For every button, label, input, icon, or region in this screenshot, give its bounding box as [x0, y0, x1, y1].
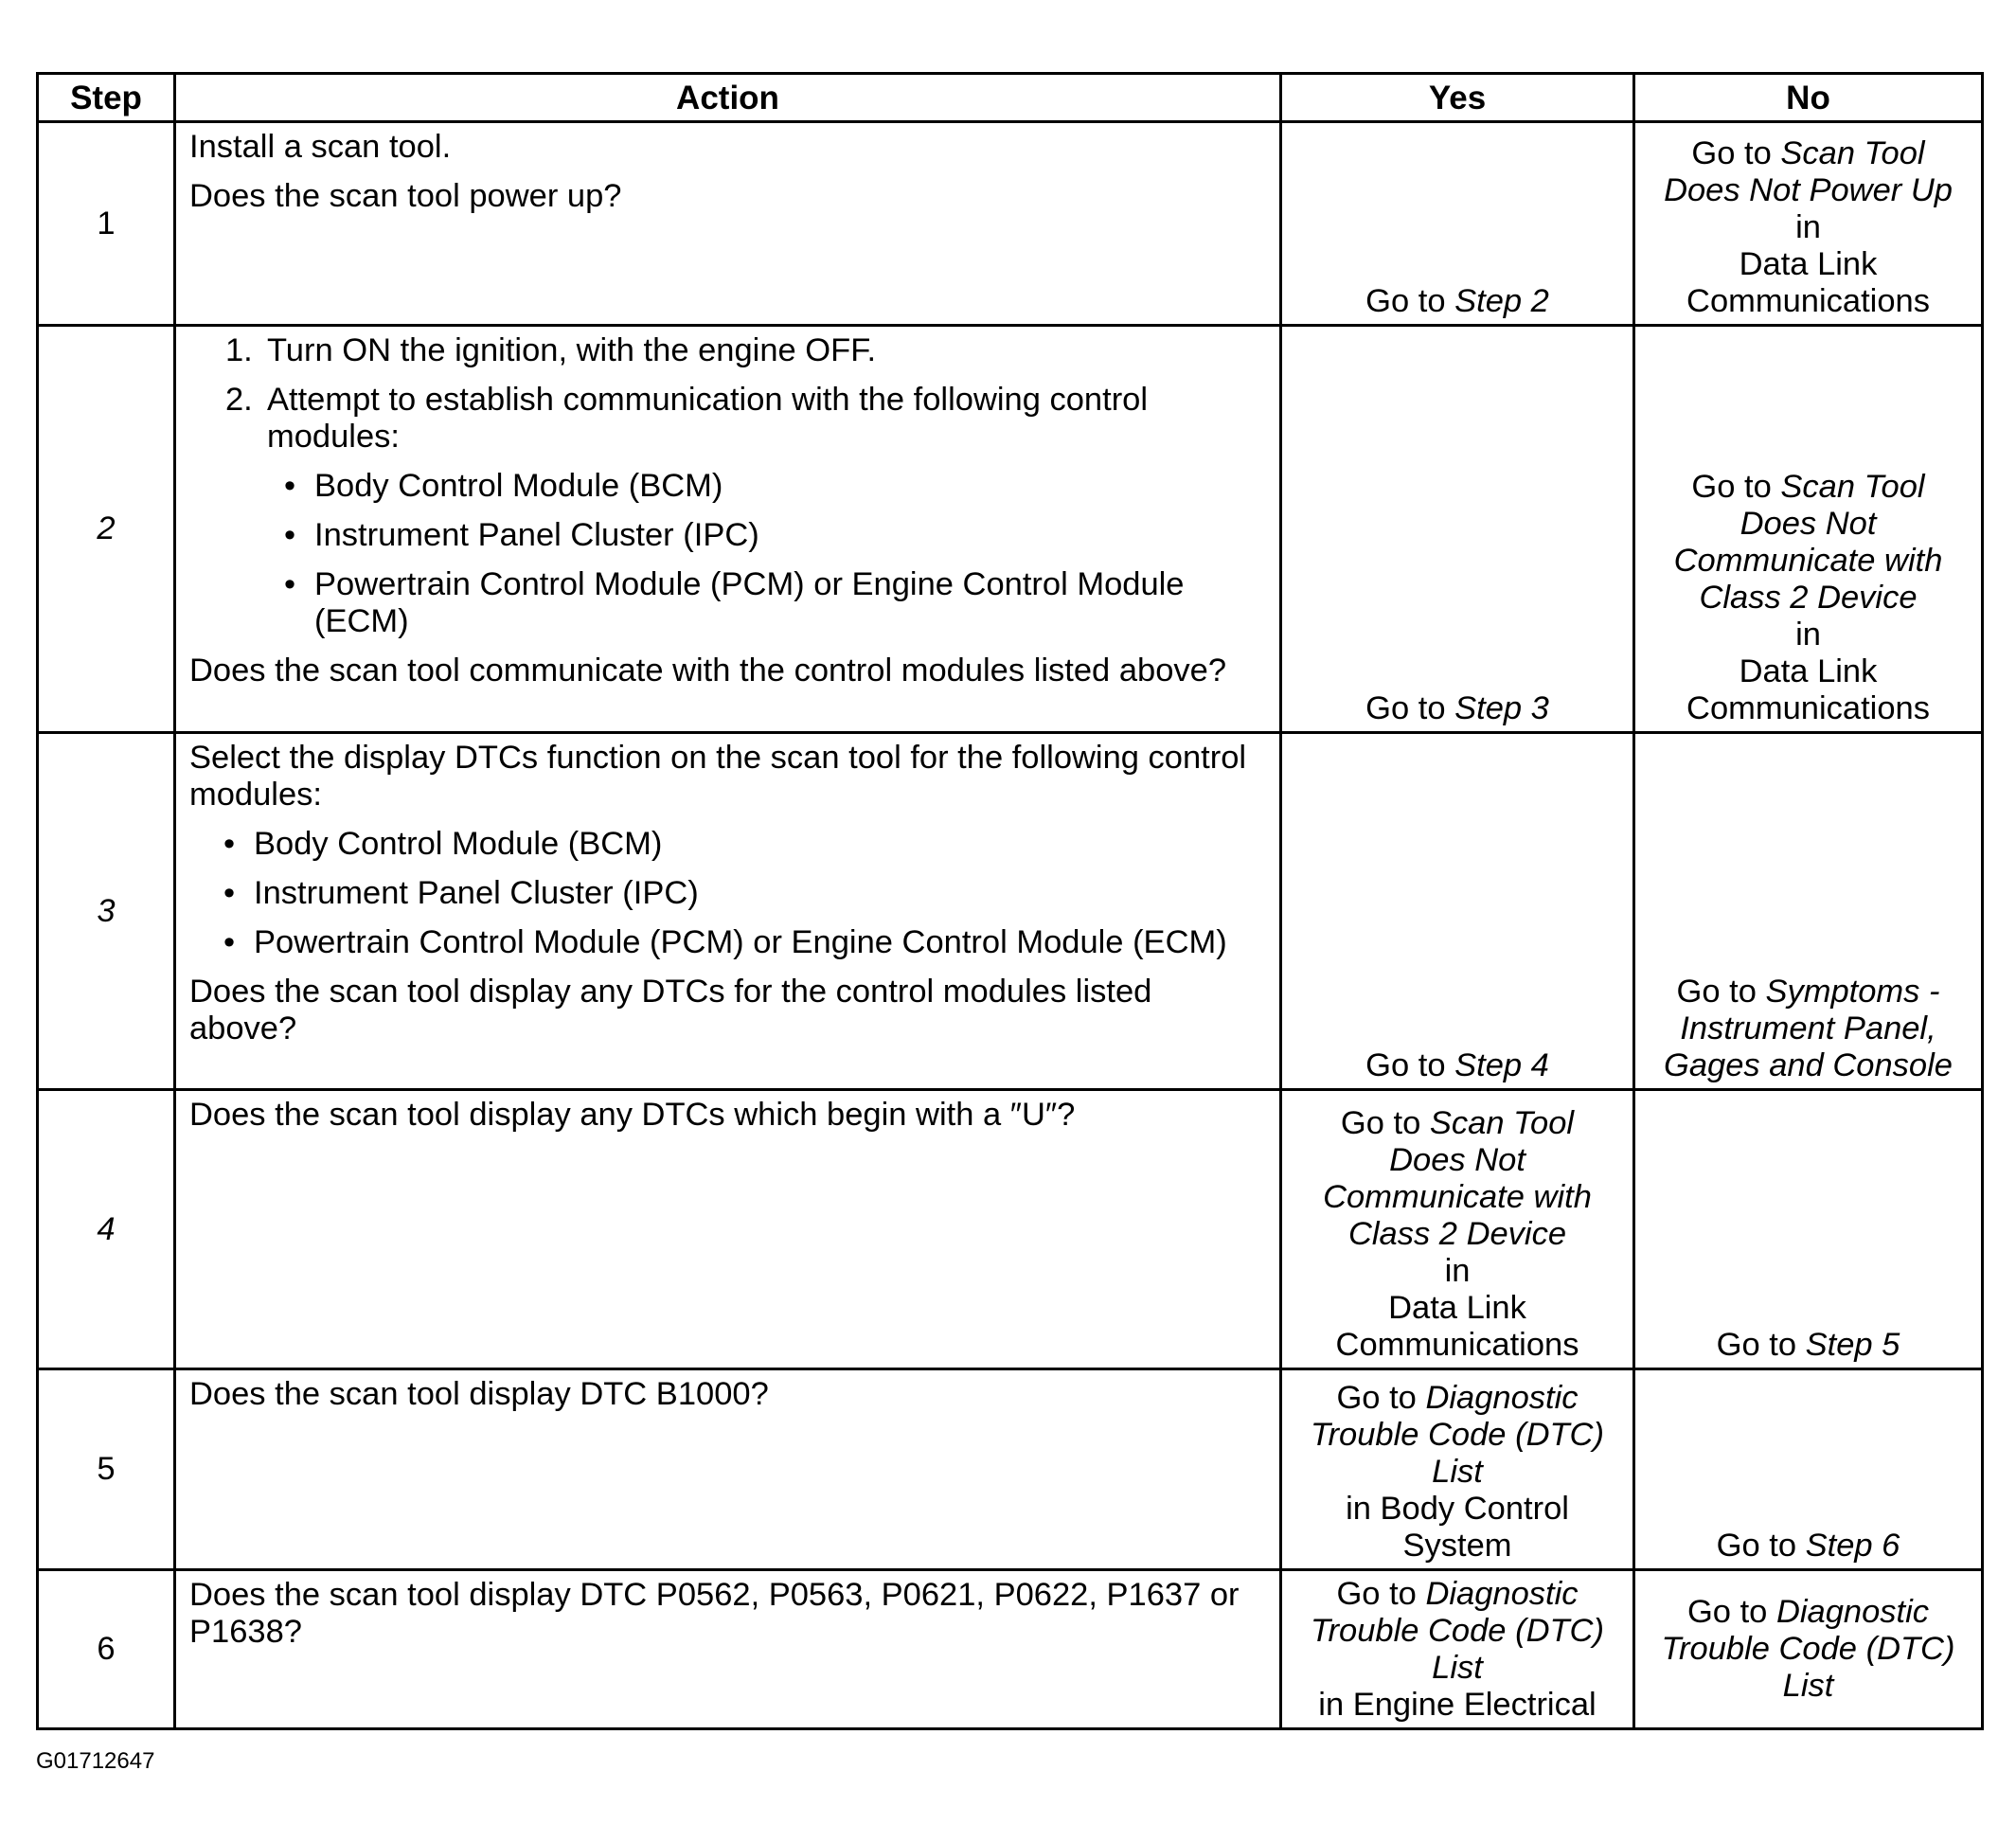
- no-link[interactable]: Scan Tool: [1780, 469, 1925, 505]
- step-number: 6: [38, 1570, 175, 1729]
- no-link[interactable]: Diagnostic: [1775, 1594, 1930, 1630]
- yes-link[interactable]: Diagnostic: [1425, 1380, 1579, 1416]
- table-row: [38, 733, 1983, 1090]
- bullet-icon: •: [284, 468, 296, 504]
- no-cell: [1634, 733, 1983, 1090]
- no-link[interactable]: Trouble Code (DTC): [1661, 1631, 1955, 1667]
- no-prefix: Go to: [1691, 469, 1781, 505]
- yes-link[interactable]: Trouble Code (DTC): [1311, 1417, 1604, 1453]
- no-cell: [1634, 1369, 1983, 1570]
- bullet-item: [189, 875, 1266, 912]
- no-text: in: [1795, 209, 1821, 245]
- yes-cell: [1281, 1570, 1634, 1729]
- table-row: [38, 1369, 1983, 1570]
- numbered-item: [189, 332, 1266, 369]
- no-prefix: Go to: [1716, 1327, 1806, 1363]
- bullet-text: Powertrain Control Module (PCM) or Engine Control Module (ECM): [254, 924, 1227, 960]
- bullet-item: [189, 517, 1266, 554]
- no-prefix: Go to: [1716, 1528, 1806, 1564]
- bullet-icon: •: [223, 875, 236, 911]
- bullet-icon: •: [223, 924, 236, 960]
- no-text: Data Link: [1739, 653, 1878, 689]
- item-number: 2.: [225, 382, 253, 418]
- yes-link[interactable]: Trouble Code (DTC): [1311, 1613, 1604, 1649]
- yes-cell: [1281, 326, 1634, 733]
- bullet-text: Instrument Panel Cluster (IPC): [314, 517, 759, 553]
- no-prefix: Go to: [1686, 1594, 1776, 1630]
- no-prefix: Go to: [1676, 974, 1766, 1010]
- no-link[interactable]: Gages and Console: [1664, 1047, 1953, 1083]
- bullet-item: [189, 826, 1266, 863]
- step-number: 3: [38, 733, 175, 1090]
- yes-cell: [1281, 122, 1634, 326]
- no-cell: [1634, 1570, 1983, 1729]
- step-number: 5: [38, 1369, 175, 1570]
- item-text: Turn ON the ignition, with the engine OFF.: [267, 332, 877, 368]
- yes-prefix: Go to: [1336, 1576, 1426, 1612]
- header-row: [38, 74, 1983, 122]
- no-prefix: Go to: [1691, 135, 1781, 171]
- action-cell: [175, 1369, 1281, 1570]
- action-cell: [175, 733, 1281, 1090]
- bullet-item: [189, 566, 1266, 640]
- no-link[interactable]: Step 5: [1805, 1327, 1900, 1363]
- yes-text: Data Link: [1388, 1290, 1526, 1326]
- step-number: 4: [38, 1090, 175, 1369]
- action-question: Does the scan tool power up?: [189, 178, 622, 214]
- action-question: Does the scan tool display DTC P0562, P0563, P0621, P0622, P1637 or P1638?: [189, 1577, 1240, 1650]
- table-row: [38, 1570, 1983, 1729]
- no-link[interactable]: List: [1782, 1668, 1834, 1704]
- action-question: Does the scan tool display any DTCs which begin with a ″U″?: [189, 1097, 1076, 1133]
- no-link[interactable]: Scan Tool: [1780, 135, 1925, 171]
- no-link[interactable]: Does Not Power Up: [1664, 172, 1953, 208]
- yes-text: in: [1444, 1253, 1471, 1289]
- yes-cell: [1281, 1090, 1634, 1369]
- no-cell: [1634, 1090, 1983, 1369]
- yes-text: in Body Control: [1346, 1491, 1569, 1527]
- yes-cell: [1281, 733, 1634, 1090]
- no-link[interactable]: Communicate with: [1673, 543, 1943, 579]
- yes-link[interactable]: Scan Tool: [1429, 1105, 1575, 1141]
- bullet-text: Instrument Panel Cluster (IPC): [254, 875, 699, 911]
- no-link[interactable]: Instrument Panel,: [1680, 1010, 1936, 1046]
- bullet-text: Powertrain Control Module (PCM) or Engine Control Module (ECM): [314, 566, 1185, 639]
- action-cell: [175, 326, 1281, 733]
- item-text: Attempt to establish communication with the following control modules:: [267, 382, 1149, 455]
- yes-prefix: Go to: [1365, 1047, 1455, 1083]
- action-question: Does the scan tool display DTC B1000?: [189, 1376, 769, 1412]
- yes-link[interactable]: Does Not: [1389, 1142, 1525, 1178]
- bullet-icon: •: [223, 826, 236, 862]
- table-row: [38, 1090, 1983, 1369]
- action-question: Does the scan tool display any DTCs for the control modules listed above?: [189, 974, 1152, 1046]
- yes-link[interactable]: List: [1432, 1454, 1483, 1490]
- header-yes: Yes: [1281, 74, 1634, 122]
- bullet-icon: •: [284, 517, 296, 553]
- no-text: Communications: [1686, 690, 1930, 726]
- no-link[interactable]: Class 2 Device: [1699, 580, 1918, 616]
- action-cell: [175, 1090, 1281, 1369]
- yes-link[interactable]: Step 4: [1454, 1047, 1549, 1083]
- no-text: Communications: [1686, 283, 1930, 319]
- no-link[interactable]: Does Not: [1739, 506, 1877, 542]
- yes-text: in Engine Electrical: [1318, 1687, 1597, 1723]
- bullet-text: Body Control Module (BCM): [314, 468, 723, 504]
- yes-prefix: Go to: [1340, 1105, 1430, 1141]
- no-link[interactable]: Step 6: [1805, 1528, 1900, 1564]
- yes-link[interactable]: Step 2: [1454, 283, 1549, 319]
- table-row: [38, 326, 1983, 733]
- yes-text: Communications: [1335, 1327, 1579, 1363]
- yes-text: System: [1402, 1528, 1512, 1564]
- diagnostic-table: [36, 72, 1984, 1730]
- step-number: 1: [38, 122, 175, 326]
- action-cell: [175, 1570, 1281, 1729]
- yes-prefix: Go to: [1336, 1380, 1426, 1416]
- action-question: Does the scan tool communicate with the control modules listed above?: [189, 653, 1227, 689]
- bullet-item: [189, 924, 1266, 961]
- yes-link[interactable]: Step 3: [1454, 690, 1549, 726]
- no-link[interactable]: Symptoms -: [1765, 974, 1940, 1010]
- header-no: No: [1634, 74, 1983, 122]
- no-cell: [1634, 326, 1983, 733]
- no-text: in: [1795, 617, 1821, 653]
- yes-link[interactable]: List: [1432, 1650, 1483, 1686]
- item-number: 1.: [225, 332, 253, 368]
- numbered-item: [189, 382, 1266, 456]
- yes-prefix: Go to: [1365, 283, 1455, 319]
- bullet-icon: •: [284, 566, 296, 602]
- step-number: 2: [38, 326, 175, 733]
- bullet-text: Body Control Module (BCM): [254, 826, 663, 862]
- action-intro: Select the display DTCs function on the scan tool for the following control modules:: [189, 740, 1247, 813]
- figure-id: G01712647: [36, 1748, 155, 1774]
- no-text: Data Link: [1739, 246, 1878, 282]
- action-text: Install a scan tool.: [189, 129, 452, 165]
- bullet-item: [189, 468, 1266, 505]
- header-action: Action: [175, 74, 1281, 122]
- yes-prefix: Go to: [1365, 690, 1455, 726]
- table-row: [38, 122, 1983, 326]
- action-cell: [175, 122, 1281, 326]
- yes-link[interactable]: Class 2 Device: [1347, 1216, 1567, 1252]
- yes-link[interactable]: Communicate with: [1323, 1179, 1592, 1215]
- yes-cell: [1281, 1369, 1634, 1570]
- yes-link[interactable]: Diagnostic: [1425, 1576, 1579, 1612]
- no-cell: [1634, 122, 1983, 326]
- header-step: Step: [38, 74, 175, 122]
